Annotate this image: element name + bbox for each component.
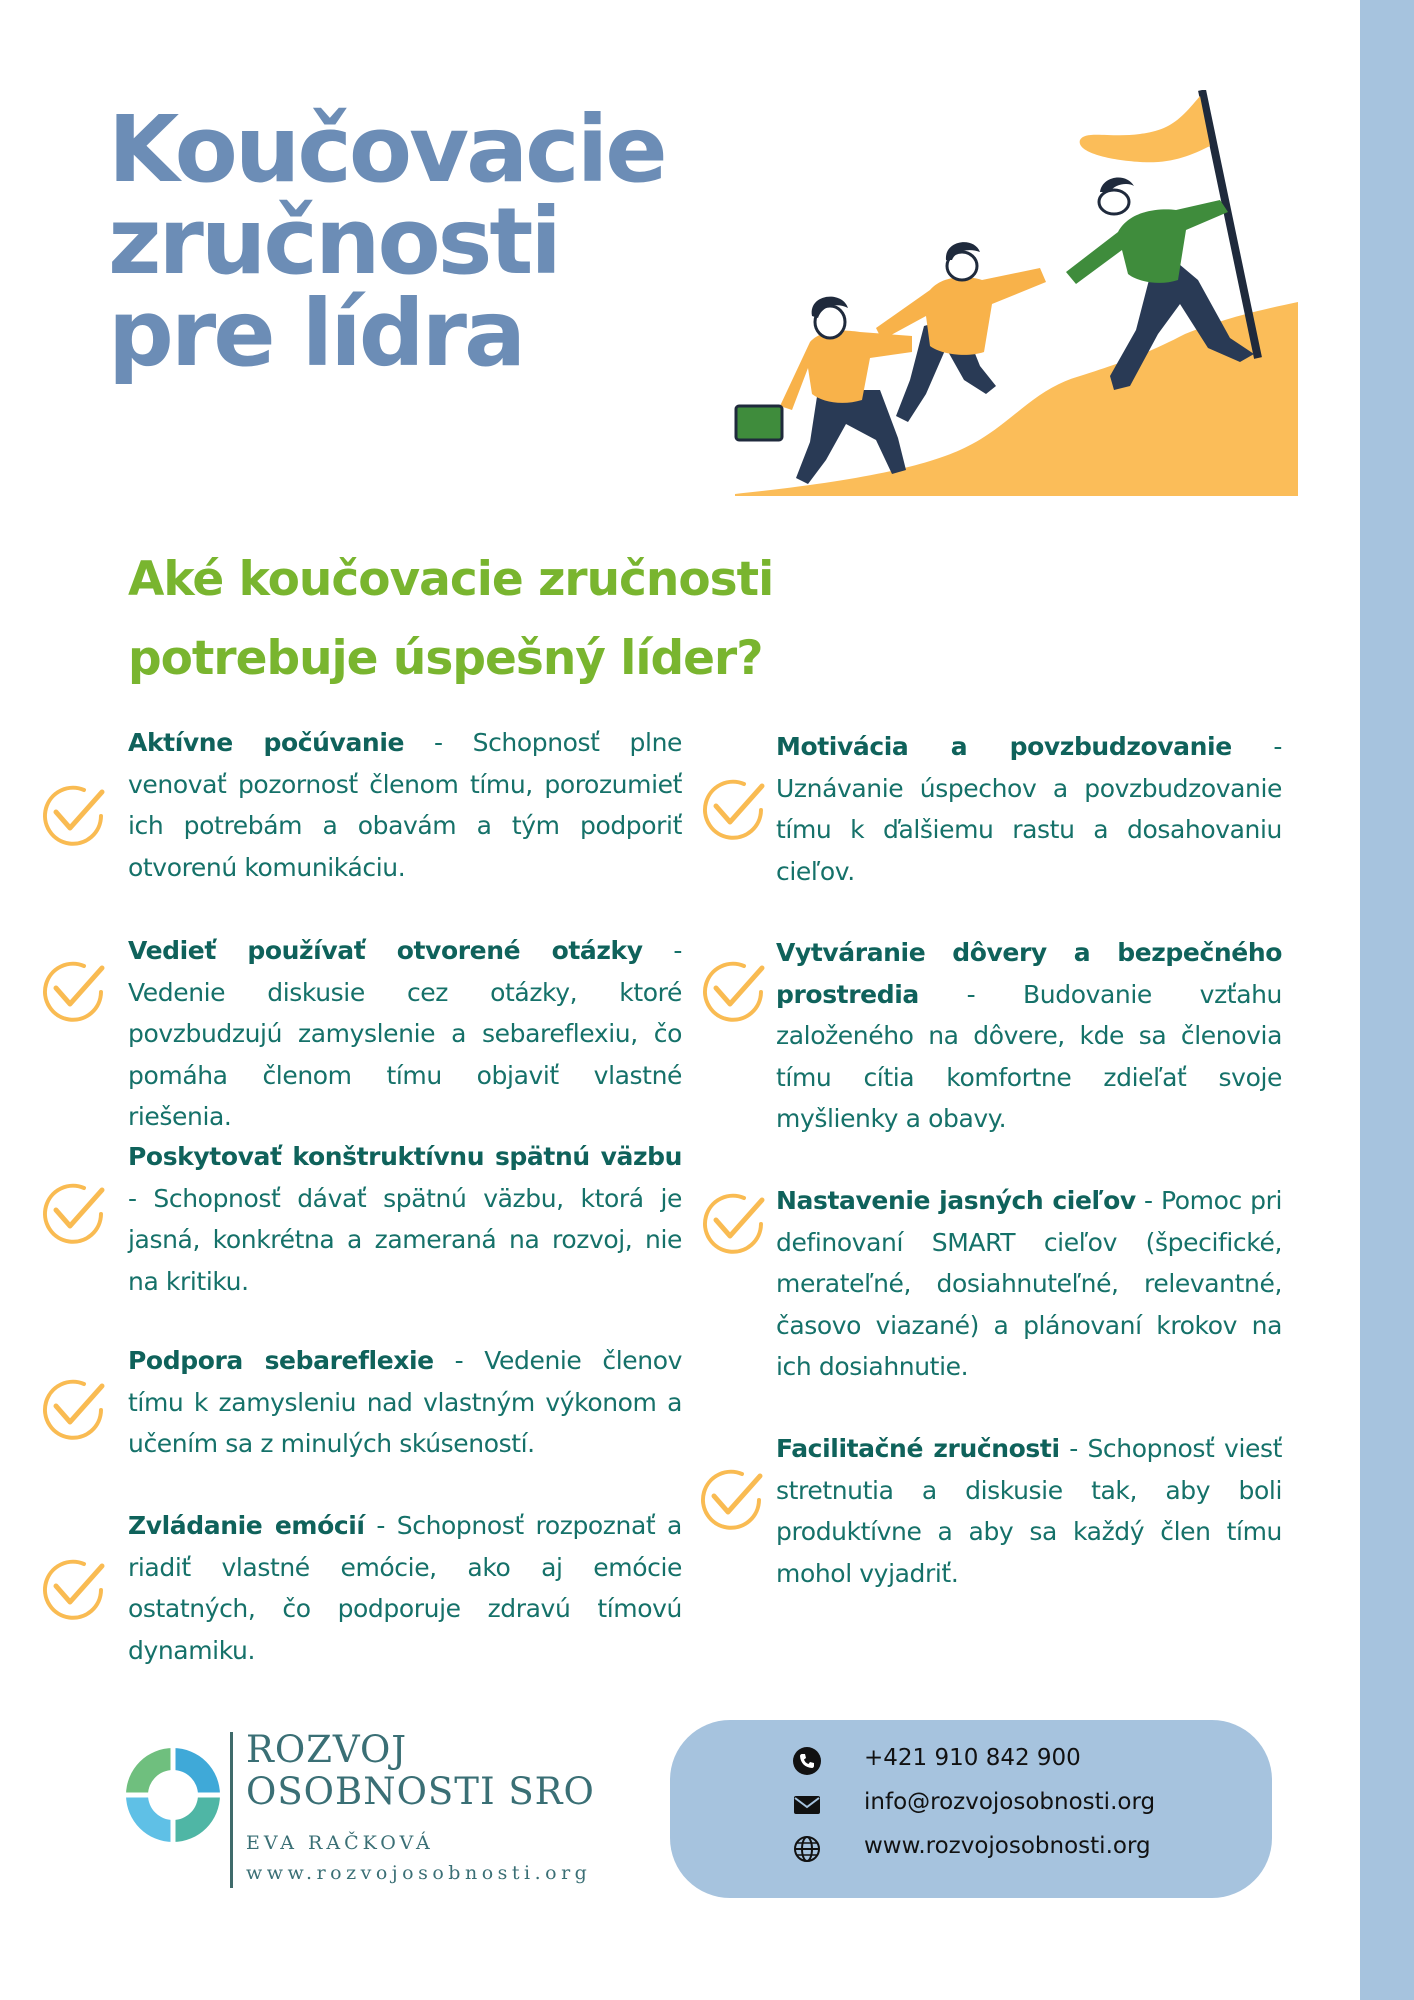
phone-icon	[792, 1746, 822, 1776]
company-logo	[118, 1740, 228, 1850]
skill-description: - Uznávanie úspechov a povzbudzovanie tímu k ďalšiemu rastu a dosahovaniu cieľov.	[776, 732, 1282, 886]
check-circle-icon	[40, 1180, 106, 1246]
section-heading-line-2: potrebuje úspešný líder?	[128, 631, 763, 686]
section-heading-line-1: Aké koučovacie zručnosti	[128, 552, 774, 607]
website-link[interactable]: www.rozvojosobnosti.org	[864, 1833, 1151, 1859]
brand-name-line-1: ROZVOJ	[246, 1728, 408, 1771]
check-circle-icon	[700, 958, 766, 1024]
envelope-icon	[792, 1790, 822, 1820]
skill-description: - Vedenie členov tímu k zamysleniu nad vlastným výkonom a učením sa z minulých skúseností.	[128, 1346, 682, 1458]
contact-email	[792, 1784, 1252, 1820]
title-line-1: Koučovacie	[108, 96, 665, 203]
skill-trust-safety	[776, 932, 1282, 1140]
check-circle-icon	[700, 1190, 766, 1256]
skill-clear-goals	[776, 1180, 1282, 1388]
skill-description: - Schopnosť rozpoznať a riadiť vlastné emócie, ako aj emócie ostatných, čo podporuje zdravú tímovú dynamiku.	[128, 1511, 682, 1665]
globe-icon	[792, 1834, 822, 1864]
skill-name: Aktívne počúvanie	[128, 728, 405, 757]
page-title	[108, 96, 748, 387]
skill-name: Poskytovať konštruktívnu spätnú väzbu	[128, 1142, 682, 1171]
skill-name: Facilitačné zručnosti	[776, 1434, 1060, 1463]
skill-name: Vedieť používať otvorené otázky	[128, 936, 643, 965]
check-circle-icon	[40, 958, 106, 1024]
email-address[interactable]: info@rozvojosobnosti.org	[864, 1789, 1156, 1815]
skill-description: - Schopnosť plne venovať pozornosť členom tímu, porozumieť ich potrebám a obavám a tým podporiť otvorenú komunikáciu.	[128, 728, 682, 882]
skill-facilitation	[776, 1428, 1282, 1594]
side-strip	[1360, 0, 1414, 2000]
brand-name-line-2: OSOBNOSTI SRO	[246, 1770, 595, 1813]
section-heading	[128, 540, 928, 698]
skill-description: - Schopnosť dávať spätnú väzbu, ktorá je jasná, konkrétna a zameraná na rozvoj, nie na kritiku.	[128, 1183, 682, 1296]
skill-name: Podpora sebareflexie	[128, 1346, 434, 1375]
phone-number[interactable]: +421 910 842 900	[864, 1745, 1081, 1771]
check-circle-icon	[40, 1556, 106, 1622]
brand-website: www.rozvojosobnosti.org	[246, 1862, 592, 1884]
skill-name: Zvládanie emócií	[128, 1511, 365, 1540]
skill-self-reflection	[128, 1340, 682, 1465]
skill-open-questions	[128, 930, 682, 1138]
check-circle-icon	[700, 776, 766, 842]
skill-description: - Schopnosť viesť stretnutia a diskusie tak, aby boli produktívne a aby sa každý člen tímu mohol vyjadriť.	[776, 1434, 1282, 1588]
skill-constructive-feedback	[128, 1136, 682, 1302]
title-line-2: zručnosti	[108, 188, 559, 295]
skill-description: - Pomoc pri definovaní SMART cieľov (špecifické, merateľné, dosiahnuteľné, relevantné, časovo viazané) a plánovaní krokov na ich dosiahnutie.	[776, 1186, 1283, 1381]
check-circle-icon	[40, 782, 106, 848]
check-circle-icon	[40, 1376, 106, 1442]
contact-box	[670, 1720, 1272, 1898]
logo-divider	[230, 1732, 233, 1888]
contact-phone	[792, 1740, 1252, 1776]
skill-description: - Budovanie vzťahu založeného na dôvere, kde sa členovia tímu cítia komfortne zdieľať svoje myšlienky a obavy.	[776, 979, 1282, 1133]
skill-name: Motivácia a povzbudzovanie	[776, 732, 1232, 761]
skill-description: - Vedenie diskusie cez otázky, ktoré povzbudzujú zamyslenie a sebareflexiu, čo pomáha členom tímu objaviť vlastné riešenia.	[128, 936, 683, 1131]
title-line-3: pre lídra	[108, 280, 524, 387]
check-circle-icon	[698, 1466, 764, 1532]
skill-motivation	[776, 726, 1282, 892]
skill-emotion-management	[128, 1505, 682, 1671]
contact-web	[792, 1828, 1252, 1864]
brand-person: EVA RAČKOVÁ	[246, 1832, 434, 1854]
skill-active-listening	[128, 722, 682, 888]
climbing-team-illustration	[730, 90, 1300, 500]
skill-name: Vytváranie dôvery a bezpečného prostredia	[776, 938, 1282, 1009]
skill-name: Nastavenie jasných cieľov	[776, 1186, 1136, 1215]
